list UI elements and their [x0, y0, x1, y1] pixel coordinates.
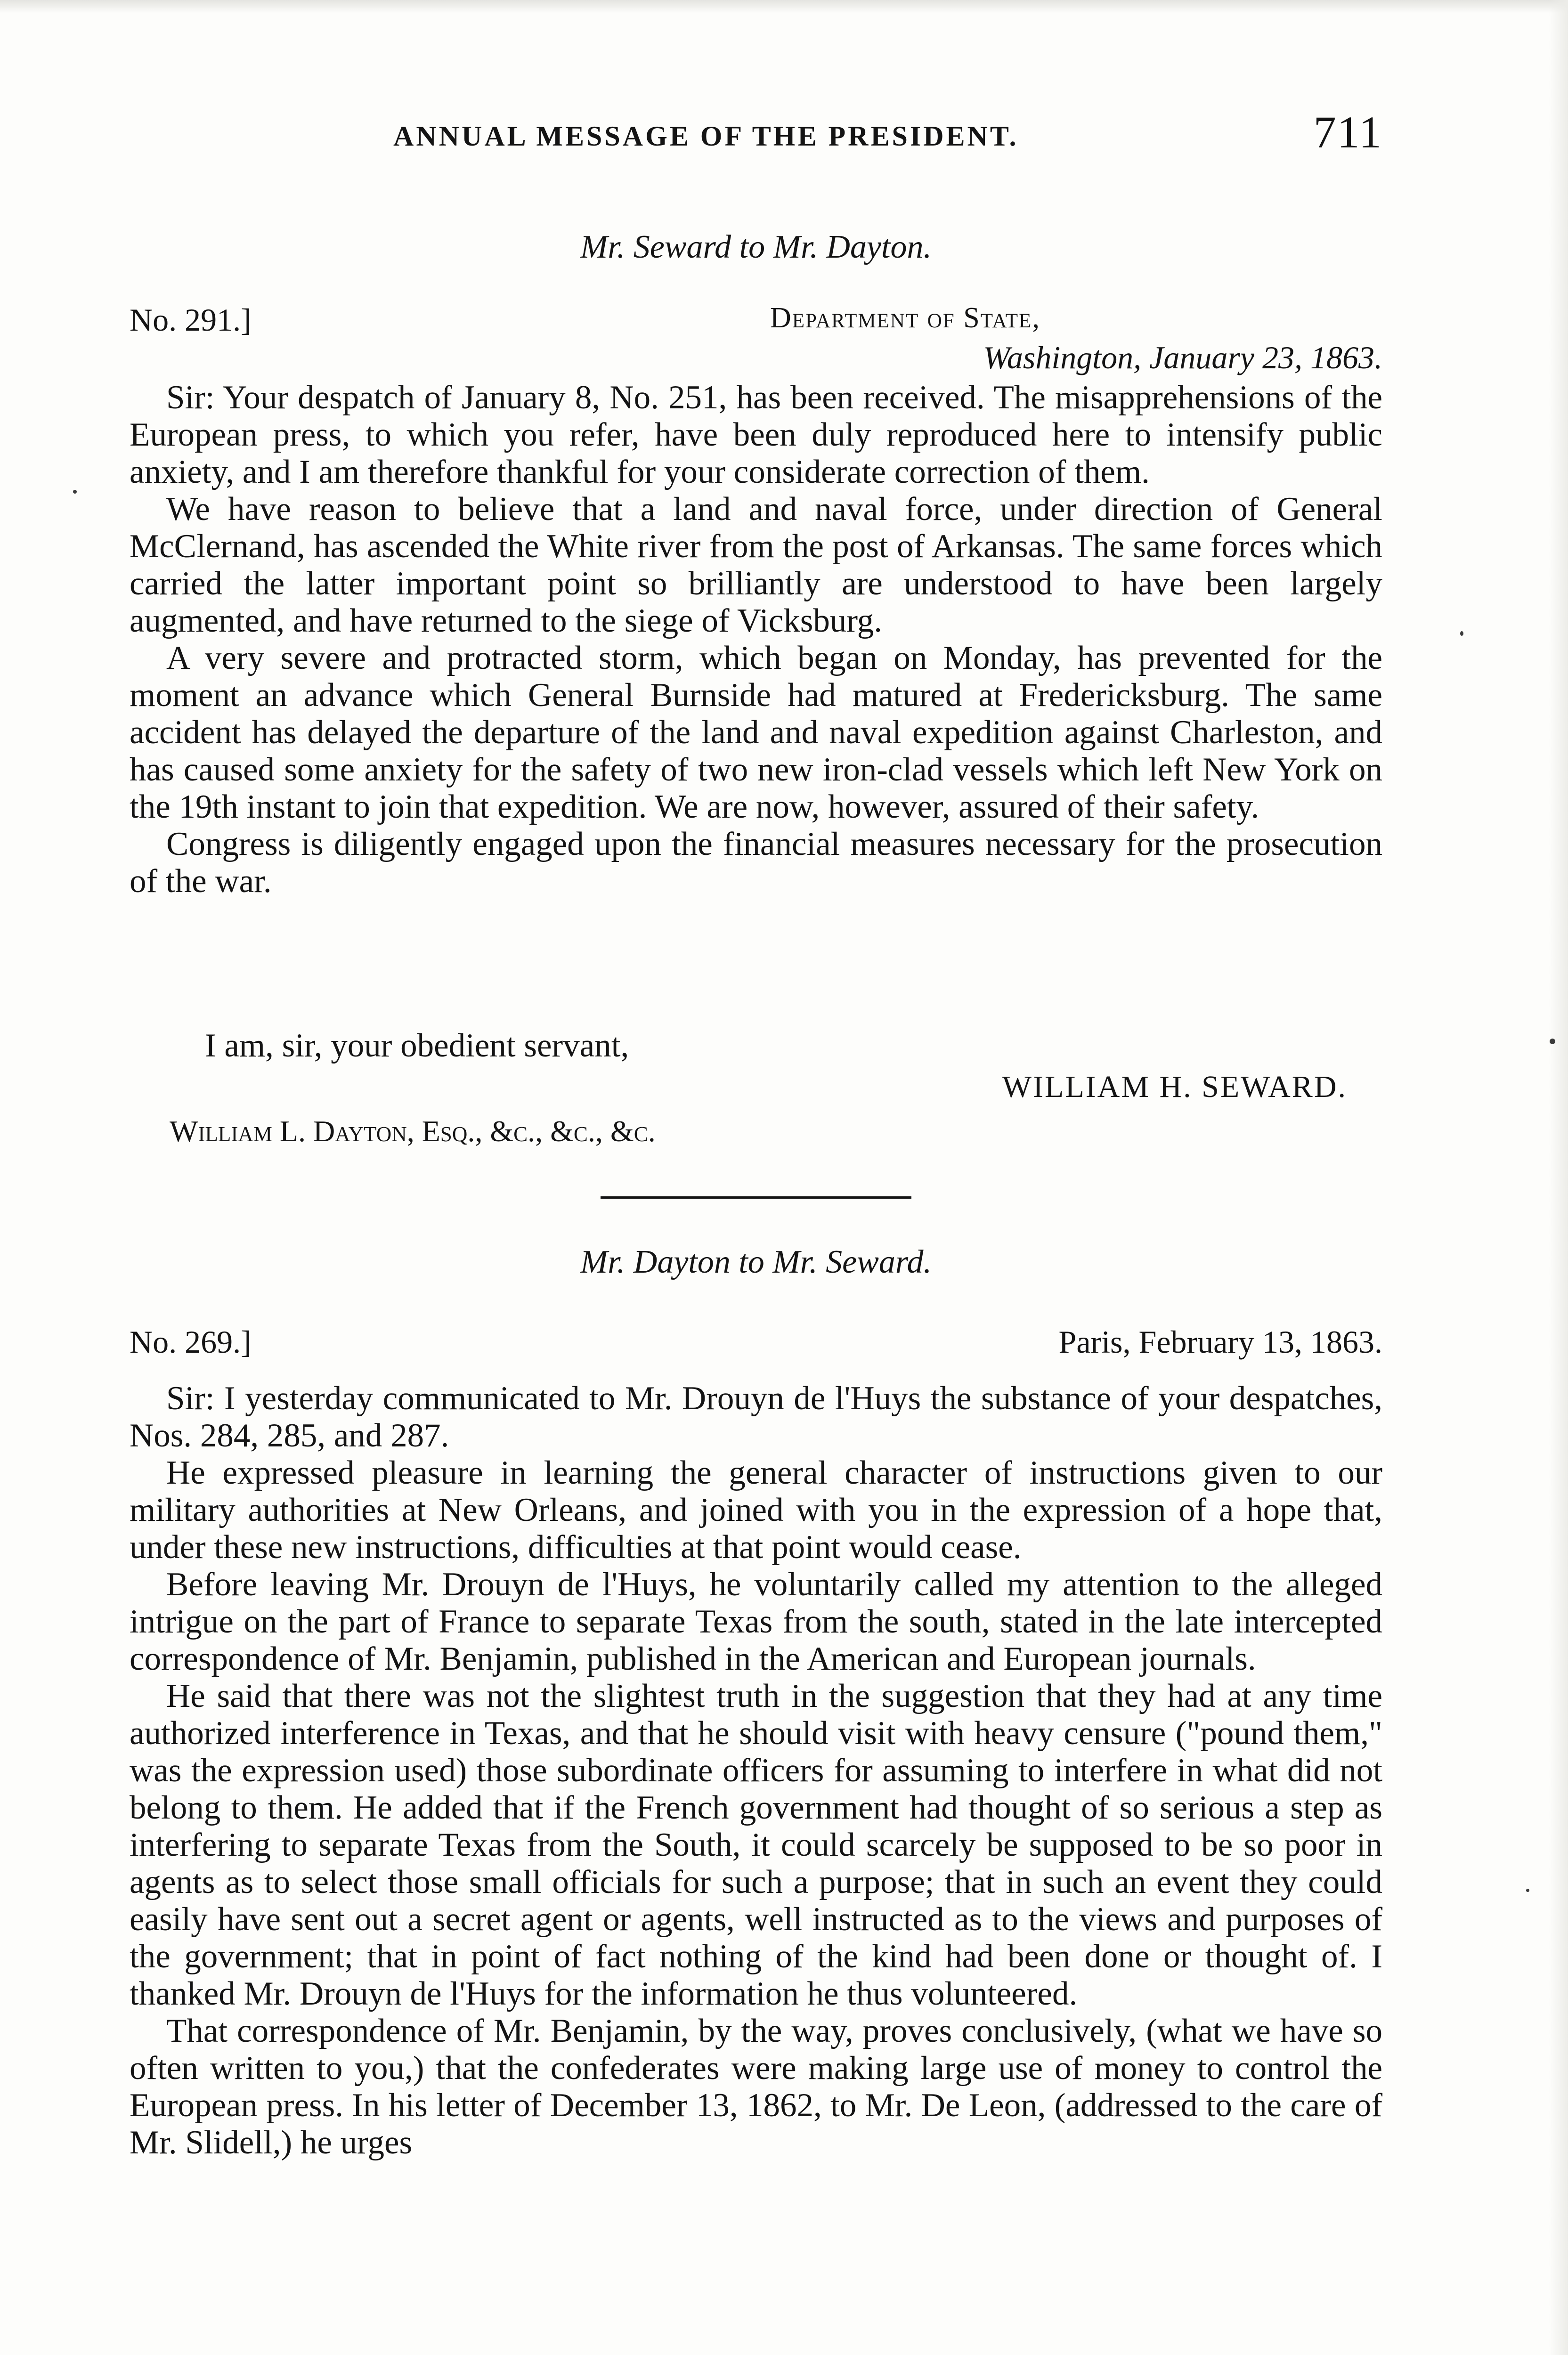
letter-1-signature: WILLIAM H. SEWARD.	[1002, 1070, 1347, 1104]
letter-1-paragraph: A very severe and protracted storm, which began on Monday, has prevented for the moment an advance which General Burnside had matured at Fredericksburg. The same accident has delayed the departure of the land and naval expedition against Charleston, and has caused some anxiety for the safety of two new iron-clad vessels which left New York on the 19th instant to join that expedition. We are now, however, assured of their safety.	[130, 640, 1382, 825]
section-divider	[601, 1196, 911, 1199]
letter-2-paragraph: He said that there was not the slightest truth in the suggestion that they had at any time authorized interference in Texas, and that he should visit with heavy censure ("pound them," was the expression used) those subordinate officers for assuming to interfere in what did not belong to them. He added that if the French government had thought of so serious a step as interfering to separate Texas from the South, it could scarcely be supposed to be so poor in agents as to select those small officials for such a purpose; that in such an event they could easily have sent out a secret agent or agents, well instructed as to the views and purposes of the government; that in point of fact nothing of the kind had been done or thought of. I thanked Mr. Drouyn de l'Huys for the information he thus volunteered.	[130, 1678, 1382, 2012]
letter-1-heading: Mr. Seward to Mr. Dayton.	[580, 229, 932, 265]
scan-speck	[1460, 631, 1463, 636]
letter-1-number-line	[130, 301, 1382, 342]
page-number: 711	[1313, 107, 1382, 157]
scan-speck	[73, 490, 77, 494]
letter-1-body	[130, 379, 1382, 900]
letter-1-paragraph: Sir: Your despatch of January 8, No. 251, has been received. The misapprehensions of the European press, to which you refer, have been duly reproduced here to intensify public anxiety, and I am therefore thankful for your considerate correction of them.	[130, 379, 1382, 490]
letter-2-place-date: Paris, February 13, 1863.	[1058, 1324, 1382, 1360]
letter-1-number: No. 291.]	[130, 302, 252, 338]
letter-2-paragraph: Sir: I yesterday communicated to Mr. Drouyn de l'Huys the substance of your despatches, Nos. 284, 285, and 287.	[130, 1380, 1382, 1454]
letter-2-heading: Mr. Dayton to Mr. Seward.	[580, 1244, 932, 1280]
letter-1-department: Department of State,	[770, 302, 1040, 334]
running-title: ANNUAL MESSAGE OF THE PRESIDENT.	[393, 121, 1019, 152]
letter-2-body	[130, 1380, 1382, 2161]
letter-2-paragraph: Before leaving Mr. Drouyn de l'Huys, he voluntarily called my attention to the alleged intrigue on the part of France to separate Texas from the south, stated in the late intercepted correspondence of Mr. Benjamin, published in the American and European journals.	[130, 1566, 1382, 1677]
letter-1-closing: I am, sir, your obedient servant,	[205, 1027, 629, 1064]
letter-1-place-date: Washington, January 23, 1863.	[983, 340, 1382, 375]
letter-2-paragraph: That correspondence of Mr. Benjamin, by the way, proves conclusively, (what we have so often written to you,) that the confederates were making large use of money to control the European press. In his letter of December 13, 1862, to Mr. De Leon, (addressed to the care of Mr. Slidell,) he urges	[130, 2013, 1382, 2161]
scan-edge-top	[0, 0, 1568, 13]
scan-edge-right	[1549, 0, 1568, 2355]
running-head	[130, 106, 1382, 158]
letter-2-paragraph: He expressed pleasure in learning the general character of instructions given to our military authorities at New Orleans, and joined with you in the expression of a hope that, under these new instructions, difficulties at that point would cease.	[130, 1454, 1382, 1566]
letter-2-number-line	[130, 1324, 1382, 1364]
letter-1-addressee: William L. Dayton, Esq., &c., &c., &c.	[170, 1114, 656, 1148]
letter-1-paragraph: Congress is diligently engaged upon the financial measures necessary for the prosecution of the war.	[130, 826, 1382, 900]
letter-1-paragraph: We have reason to believe that a land and naval force, under direction of General McClernand, has ascended the White river from the post of Arkansas. The same forces which carried the latter important point so brilliantly are understood to have been largely augmented, and have returned to the siege of Vicksburg.	[130, 491, 1382, 639]
scan-speck	[1526, 1889, 1529, 1892]
scan-speck	[1550, 1039, 1555, 1044]
letter-2-number: No. 269.]	[130, 1324, 252, 1360]
